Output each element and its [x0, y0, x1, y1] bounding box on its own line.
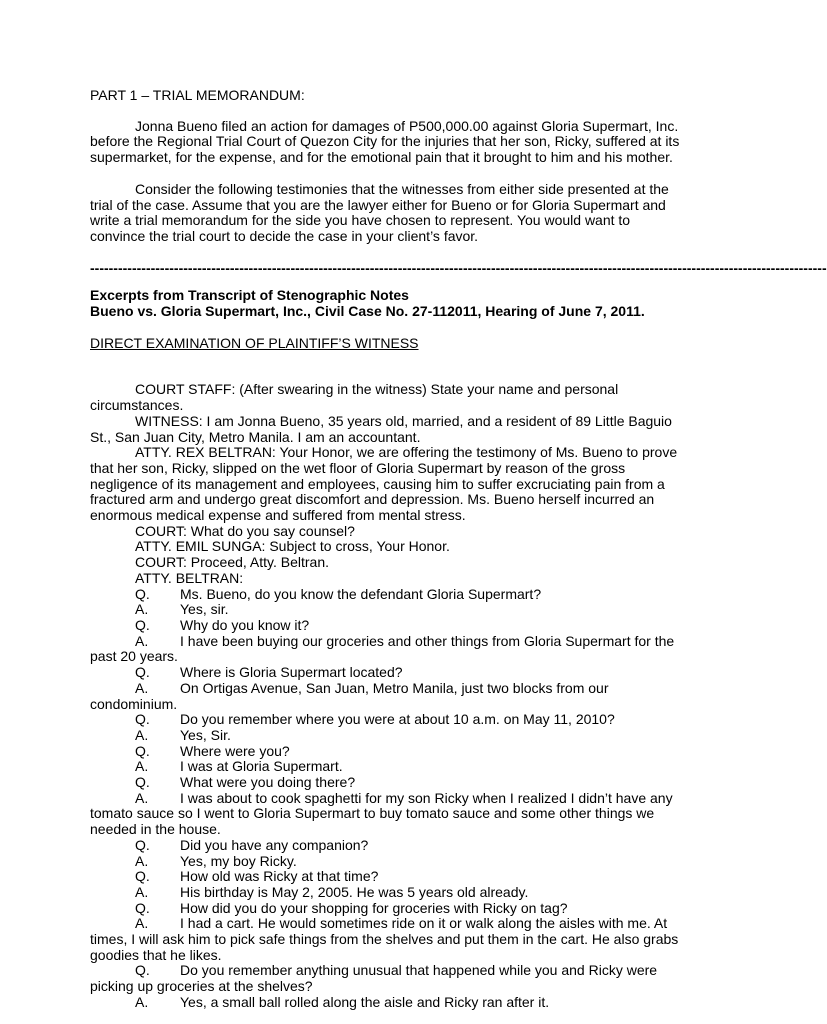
transcript-text: COURT STAFF: (After swearing in the witness) State your name and personal circumstances.: [90, 381, 619, 414]
transcript-statement: [90, 555, 680, 571]
transcript-text: ATTY. EMIL SUNGA: Subject to cross, Your Honor.: [135, 538, 450, 555]
transcript-text: His birthday is May 2, 2005. He was 5 years old already.: [180, 883, 529, 900]
transcript: [90, 382, 680, 1010]
transcript-text: ATTY. REX BELTRAN: Your Honor, we are offering the testimony of Ms. Bueno to prove that her son, Ricky, slipped on the wet floor of Gloria Supermart by reason of the gross negligence of its management and employees, causing him to suffer excruciating pain from a fractured arm and undergo great discomfort and depression. Ms. Bueno herself incurred an enormous medical expense and suffered from mental stress.: [90, 444, 678, 524]
transcript-text: How old was Ricky at that time?: [180, 868, 379, 885]
transcript-text: WITNESS: I am Jonna Bueno, 35 years old, married, and a resident of 89 Little Baguio St., San Juan City, Metro Manila. I am an accountant.: [90, 412, 672, 445]
qa-tag: A.: [135, 852, 149, 869]
transcript-text: I was at Gloria Supermart.: [180, 758, 343, 775]
transcript-text: What were you doing there?: [180, 774, 356, 791]
instructions-paragraph: Consider the following testimonies that the witnesses from either side presented at the trial of the case. Assume that you are the lawyer either for Bueno or for Gloria Supermart and write a trial memorandum for the side you have chosen to represent. You would want to convince the trial court to decide the case in your client’s favor.: [90, 180, 669, 244]
qa-tag: Q.: [135, 868, 150, 885]
transcript-text: I had a cart. He would sometimes ride on it or walk along the aisles with me. At times, I will ask him to pick safe things from the shelves and put them in the cart. He also grabs goodies that he likes.: [90, 915, 679, 963]
transcript-text: Yes, a small ball rolled along the aisle and Ricky ran after it.: [180, 993, 550, 1010]
qa-tag: A.: [135, 915, 149, 932]
qa-tag: A.: [135, 789, 149, 806]
transcript-text: Did you have any companion?: [180, 836, 369, 853]
transcript-answer: [90, 791, 680, 838]
transcript-statement: [90, 445, 680, 524]
transcript-text: I was about to cook spaghetti for my son Ricky when I realized I didn’t have any tomato sauce so I went to Gloria Supermart to buy tomato sauce and some other things we needed in the house.: [90, 789, 673, 838]
transcript-answer: [90, 995, 680, 1011]
transcript-text: COURT: Proceed, Atty. Beltran.: [135, 554, 330, 571]
qa-tag: A.: [135, 679, 149, 696]
transcript-text: Why do you know it?: [180, 616, 310, 633]
qa-tag: Q.: [135, 774, 150, 791]
qa-tag: Q.: [135, 742, 150, 759]
transcript-question: [90, 744, 680, 760]
transcript-text: Do you remember where you were at about 10 a.m. on May 11, 2010?: [180, 711, 615, 728]
transcript-question: [90, 838, 680, 854]
qa-tag: A.: [135, 726, 149, 743]
transcript-answer: [90, 759, 680, 775]
qa-tag: Q.: [135, 836, 150, 853]
transcript-question: [90, 618, 680, 634]
section-title: DIRECT EXAMINATION OF PLAINTIFF’S WITNESS: [90, 334, 419, 351]
qa-tag: Q.: [135, 664, 150, 681]
qa-tag: Q.: [135, 711, 150, 728]
transcript-answer: [90, 681, 680, 712]
transcript-text: ATTY. BELTRAN:: [135, 569, 244, 586]
excerpt-header: [90, 288, 680, 319]
transcript-text: COURT: What do you say counsel?: [135, 522, 355, 539]
transcript-question: [90, 665, 680, 681]
dashed-separator: --------------------------------------------------------------------------------------------------------------------------------------------------------------: [90, 259, 827, 276]
transcript-question: [90, 587, 680, 603]
qa-tag: Q.: [135, 899, 150, 916]
transcript-text: Ms. Bueno, do you know the defendant Gloria Supermart?: [180, 585, 542, 602]
transcript-text: Yes, Sir.: [180, 726, 231, 743]
transcript-statement: [90, 414, 680, 445]
transcript-statement: [90, 571, 680, 587]
qa-tag: Q.: [135, 962, 150, 979]
transcript-answer: [90, 602, 680, 618]
transcript-text: Yes, my boy Ricky.: [180, 852, 297, 869]
transcript-question: [90, 712, 680, 728]
qa-tag: Q.: [135, 585, 150, 602]
transcript-answer: [90, 728, 680, 744]
document-heading: PART 1 – TRIAL MEMORANDUM:: [90, 87, 305, 103]
case-caption: Bueno vs. Gloria Supermart, Inc., Civil Case No. 27-112011, Hearing of June 7, 2011.: [90, 303, 645, 320]
qa-tag: Q.: [135, 616, 150, 633]
transcript-text: Where were you?: [180, 742, 290, 759]
transcript-statement: [90, 539, 680, 555]
transcript-text: On Ortigas Avenue, San Juan, Metro Manila, just two blocks from our condominium.: [90, 679, 609, 712]
transcript-statement: [90, 382, 680, 413]
document-page: [90, 87, 827, 1011]
transcript-question: [90, 775, 680, 791]
transcript-answer: [90, 854, 680, 870]
transcript-answer: [90, 916, 680, 963]
transcript-statement: [90, 524, 680, 540]
intro-paragraph: Jonna Bueno filed an action for damages of P500,000.00 against Gloria Supermart, Inc. before the Regional Trial Court of Quezon City for the injuries that her son, Ricky, suffered at its supermarket, for the expense, and for the emotional pain that it brought to him and his mother.: [90, 117, 680, 166]
transcript-question: [90, 869, 680, 885]
transcript-text: I have been buying our groceries and other things from Gloria Supermart for the past 20 years.: [90, 632, 675, 665]
qa-tag: A.: [135, 758, 149, 775]
transcript-answer: [90, 885, 680, 901]
qa-tag: A.: [135, 883, 149, 900]
transcript-text: Do you remember anything unusual that happened while you and Ricky were picking up groceries at the shelves?: [90, 962, 658, 995]
transcript-question: [90, 901, 680, 917]
transcript-question: [90, 963, 680, 994]
transcript-answer: [90, 634, 680, 665]
transcript-text: Yes, sir.: [180, 601, 229, 618]
transcript-text: How did you do your shopping for groceries with Ricky on tag?: [180, 899, 568, 916]
qa-tag: A.: [135, 993, 149, 1010]
qa-tag: A.: [135, 601, 149, 618]
excerpt-title: Excerpts from Transcript of Stenographic Notes: [90, 287, 409, 304]
qa-tag: A.: [135, 632, 149, 649]
transcript-text: Where is Gloria Supermart located?: [180, 664, 403, 681]
